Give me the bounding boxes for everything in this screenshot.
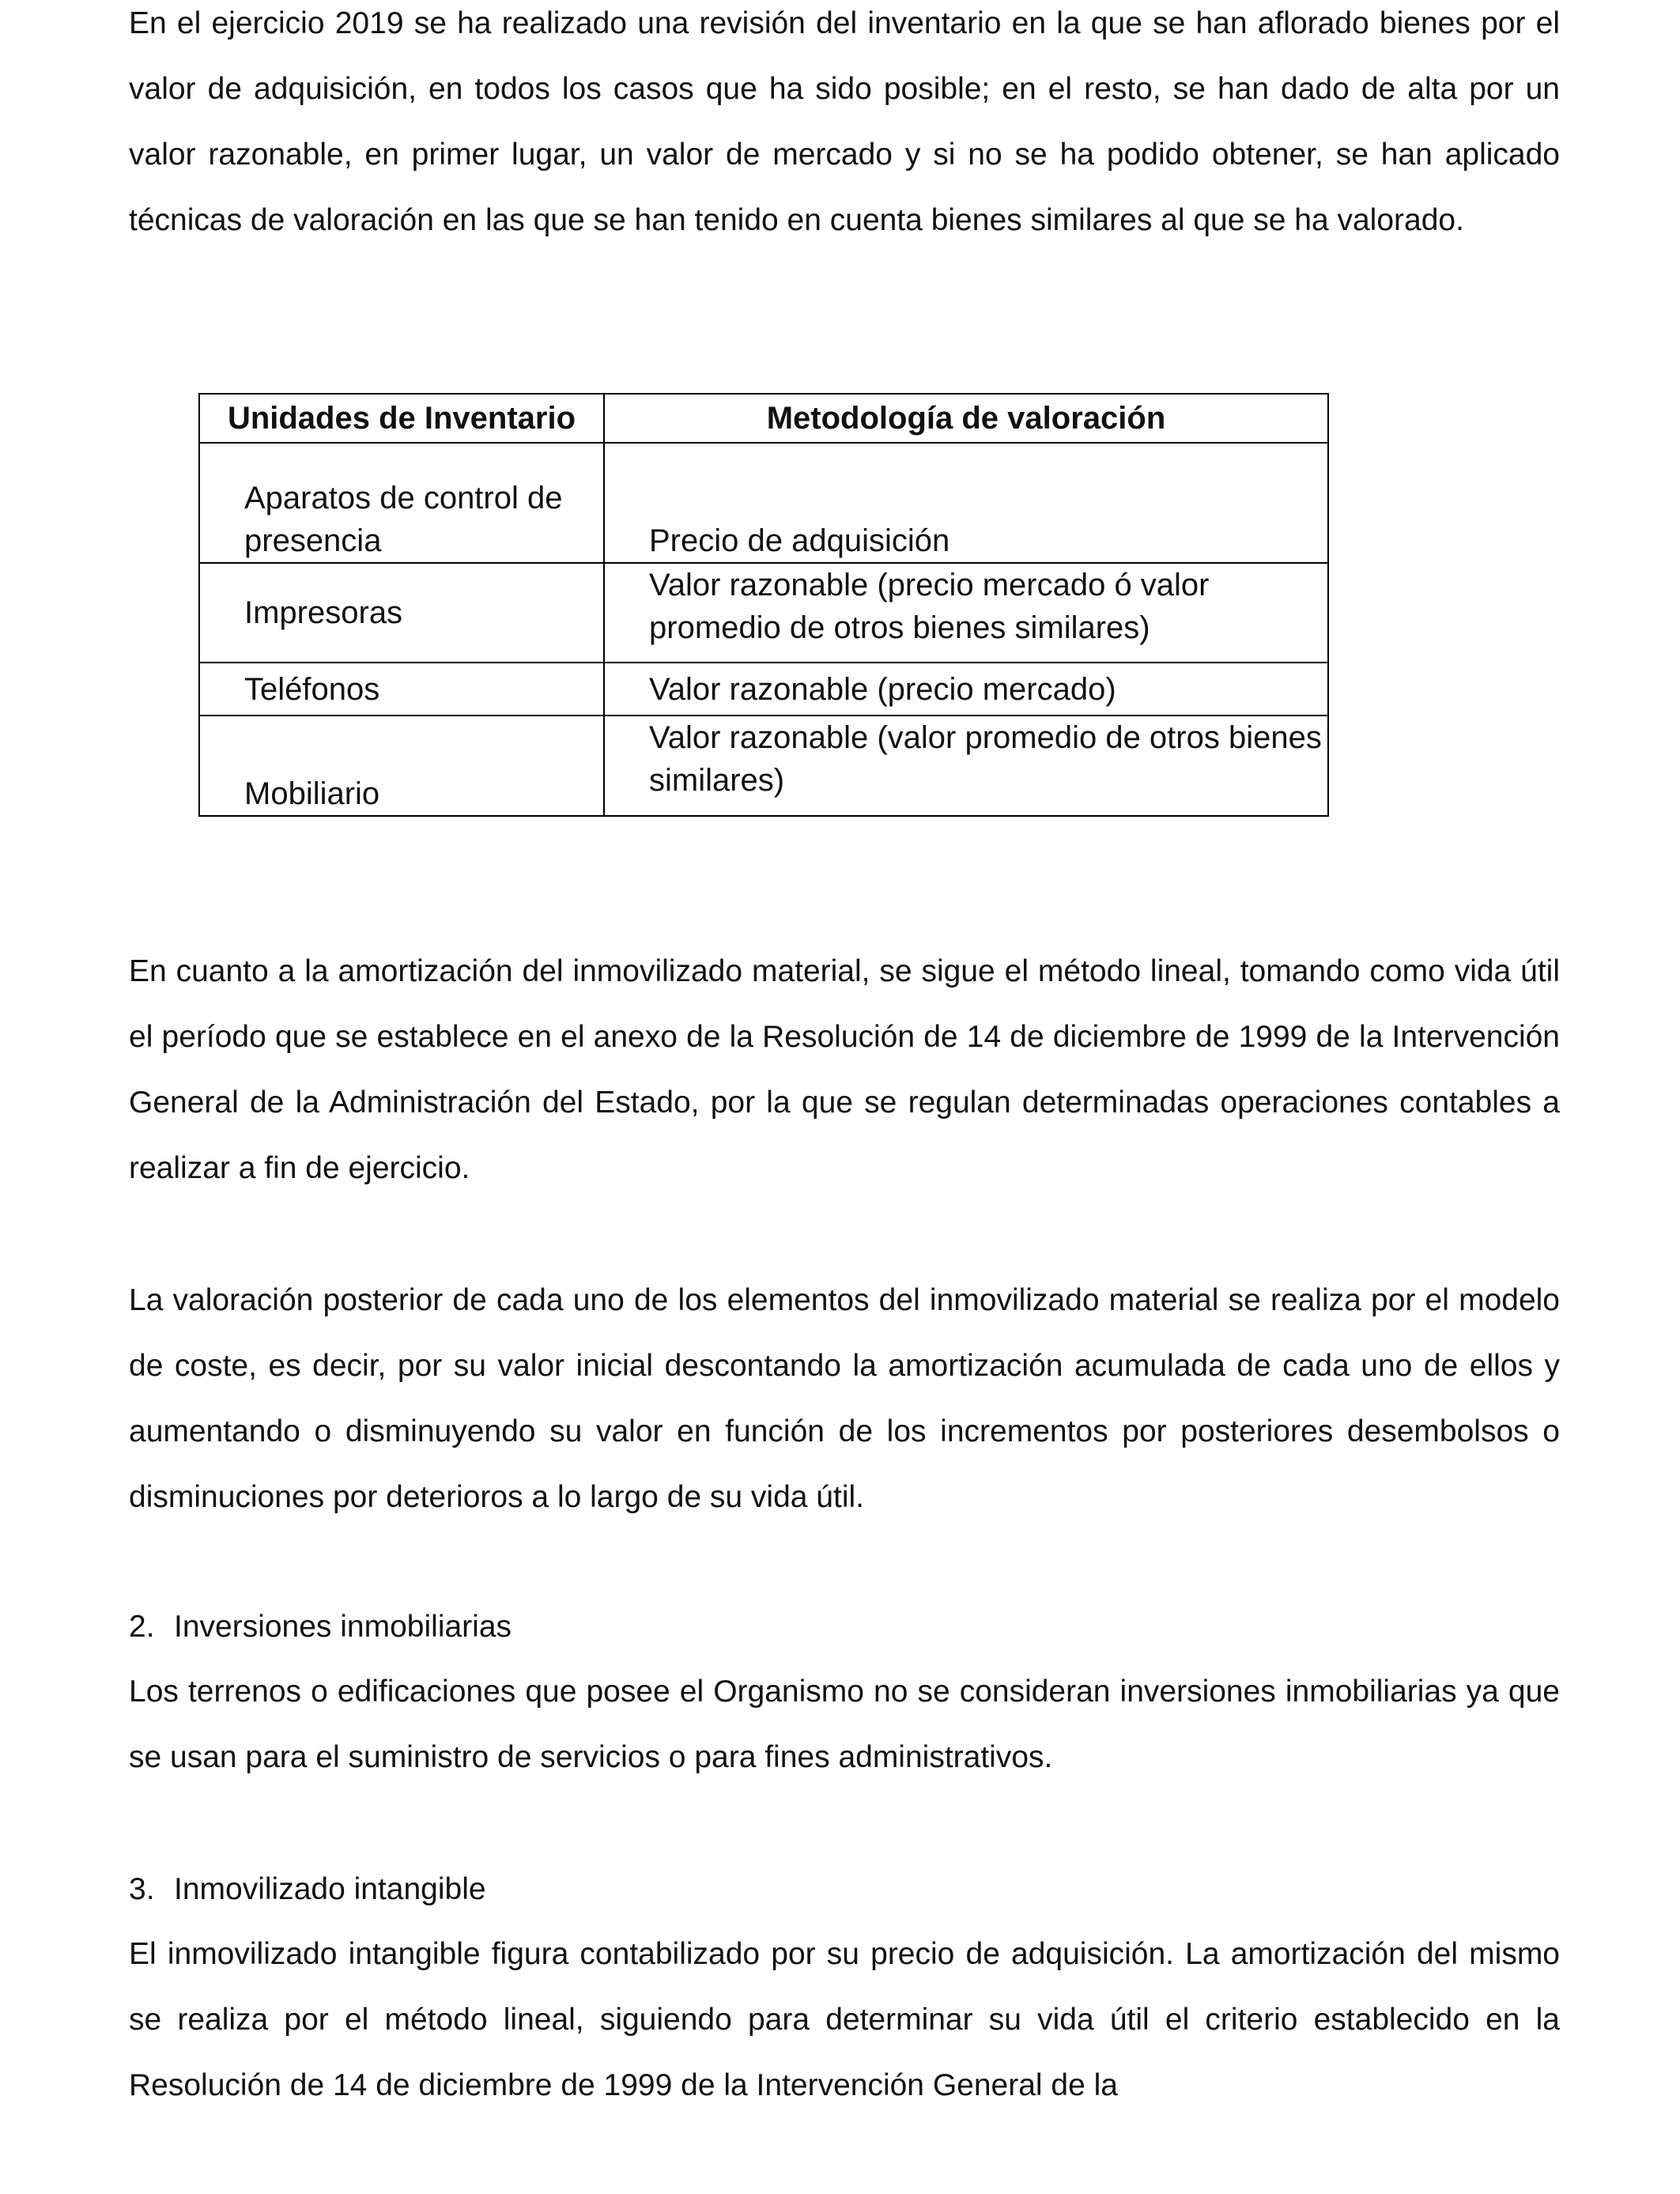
table-cell-unidad: Aparatos de control de presencia: [199, 443, 604, 563]
section-heading-inversiones: [129, 1603, 512, 1651]
paragraph-intangible: El inmovilizado intangible figura contabilizado por su precio de adquisición. La amortización del mismo se realiza por el método lineal, siguiendo para determinar su vida útil el criterio establecido en la Resolución de 14 de diciembre de 1999 de la Intervención General de la: [129, 1937, 1560, 2102]
table-cell-unidad: Impresoras: [199, 563, 604, 663]
table-cell-metodo: Precio de adquisición: [604, 443, 1328, 563]
table-cell-metodo: Valor razonable (precio mercado): [604, 663, 1328, 716]
section-title: Inmovilizado intangible: [174, 1872, 486, 1906]
table-row: [199, 443, 1328, 563]
table-row: [199, 716, 1328, 816]
table-cell-metodo: Valor razonable (precio mercado ó valor promedio de otros bienes similares): [604, 563, 1328, 663]
table-header-unidades: Unidades de Inventario: [199, 394, 604, 443]
table-cell-metodo: Valor razonable (valor promedio de otros bienes similares): [604, 716, 1328, 816]
section-heading-intangible: [129, 1866, 486, 1913]
table-row: [199, 663, 1328, 716]
table-cell-unidad: Mobiliario: [199, 716, 604, 816]
table-header-metodologia: Metodología de valoración: [604, 394, 1328, 443]
section-number: 3.: [129, 1872, 155, 1906]
paragraph-inversiones: Los terrenos o edificaciones que posee el Organismo no se consideran inversiones inmobiliarias ya que se usan para el suministro de servicios o para fines administrativos.: [129, 1675, 1560, 1774]
inventory-valuation-table: [198, 393, 1329, 817]
section-number: 2.: [129, 1610, 155, 1644]
section-title: Inversiones inmobiliarias: [174, 1610, 512, 1644]
table-header-row: [199, 394, 1328, 443]
paragraph-valoracion-posterior: La valoración posterior de cada uno de los elementos del inmovilizado material se realiza por el modelo de coste, es decir, por su valor inicial descontando la amortización acumulada de cada uno de ellos y aumentando o disminuyendo su valor en función de los incrementos por posteriores desembolsos o disminuciones por deterioros a lo largo de su vida útil.: [129, 1283, 1560, 1514]
paragraph-amortizacion: En cuanto a la amortización del inmovilizado material, se sigue el método lineal, tomando como vida útil el período que se establece en el anexo de la Resolución de 14 de diciembre de 1999 de la Intervención General de la Administración del Estado, por la que se regulan determinadas operaciones contables a realizar a fin de ejercicio.: [129, 954, 1560, 1185]
paragraph-inventario: En el ejercicio 2019 se ha realizado una revisión del inventario en la que se han aflorado bienes por el valor de adquisición, en todos los casos que ha sido posible; en el resto, se han dado de alta por un valor razonable, en primer lugar, un valor de mercado y si no se ha podido obtener, se han aplicado técnicas de valoración en las que se han tenido en cuenta bienes similares al que se ha valorado.: [129, 6, 1560, 237]
table-row: [199, 563, 1328, 663]
table-cell-unidad: Teléfonos: [199, 663, 604, 716]
